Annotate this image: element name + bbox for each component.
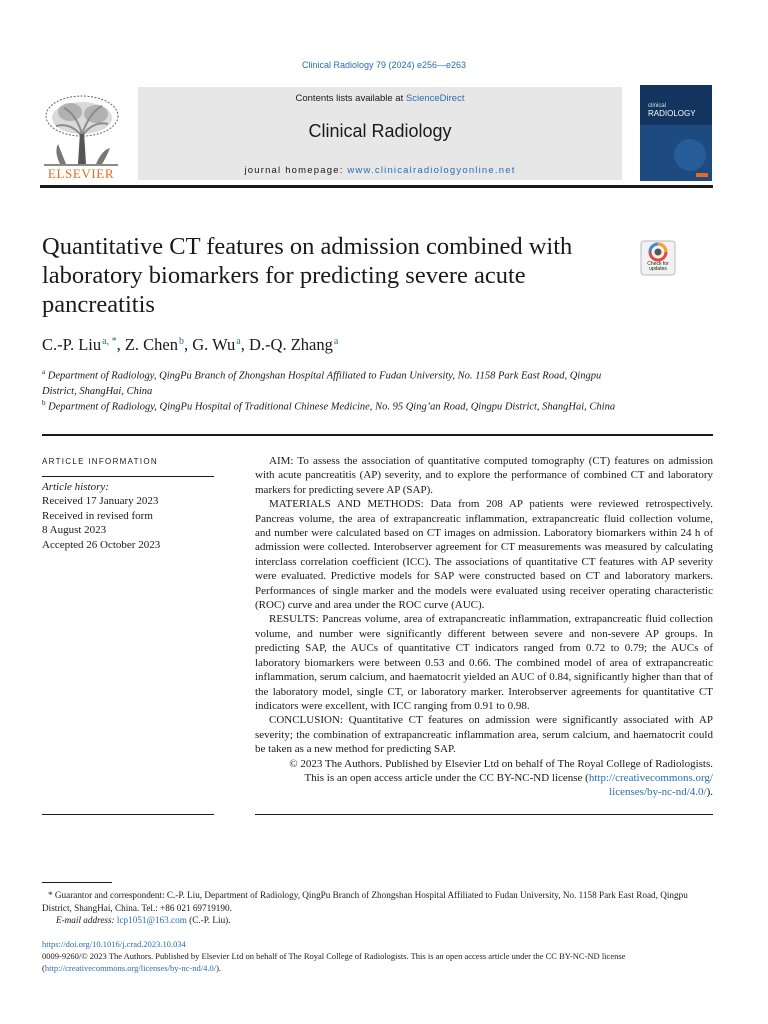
abstract-license — [255, 771, 713, 800]
article-title: Quantitative CT features on admission combined with laboratory biomarkers for predicting severe acute pancreatitis — [42, 233, 573, 318]
author-name[interactable]: , D.-Q. Zhang — [240, 335, 333, 354]
abstract — [255, 454, 713, 800]
check-for-updates-label: Check for updates — [647, 261, 669, 272]
journal-header-box — [138, 87, 622, 180]
article-info-bottom-rule — [42, 814, 214, 815]
affiliation-b — [42, 396, 622, 415]
email-label: E-mail address: — [56, 915, 115, 925]
license-prefix: This is an open access article under the CC BY-NC-ND license ( — [304, 771, 589, 784]
affiliation-mark: a — [42, 368, 46, 376]
abstract-copyright: © 2023 The Authors. Published by Elsevier Ltd on behalf of The Royal College of Radiologists. — [289, 757, 713, 770]
history-entry: Accepted 26 October 2023 — [42, 538, 161, 551]
article-history — [42, 480, 160, 552]
affiliation-mark: b — [42, 399, 46, 407]
journal-name: Clinical Radiology — [308, 121, 452, 141]
history-entry: Received in revised form — [42, 509, 153, 522]
footnote-mark: * — [48, 890, 53, 900]
abstract-rule — [255, 814, 713, 815]
history-entry: 8 August 2023 — [42, 524, 107, 537]
abstract-aim: AIM: To assess the association of quantitative computed tomography (CT) features on admission with acute pancreatitis (AP) severity, and to explore the performance of combined CT and laboratory markers for predicting severe AP (SAP). — [255, 455, 713, 496]
homepage-prefix: journal homepage: — [244, 165, 348, 176]
cover-line-2: RADIOLOGY — [648, 109, 696, 118]
issn-text: 0009-9260/© 2023 The Authors. Published by Elsevier Ltd on behalf of The Royal College of Radiologists. This is an open access article under the CC BY-NC-ND license ( — [42, 950, 626, 973]
author-name[interactable]: , G. Wu — [184, 335, 236, 354]
license-link-continued[interactable]: licenses/by-nc-nd/4.0/ — [609, 786, 707, 799]
journal-homepage-line — [138, 165, 622, 176]
cover-artwork — [640, 125, 712, 181]
publisher-name: ELSEVIER — [47, 166, 115, 181]
correspondence-footnote — [42, 889, 713, 927]
contents-line — [138, 93, 622, 104]
history-label: Article history: — [42, 481, 109, 493]
article-info-heading: ARTICLE INFORMATION — [42, 457, 158, 466]
journal-citation[interactable]: Clinical Radiology 79 (2024) e256—e263 — [301, 60, 467, 70]
footnote-rule — [42, 882, 112, 883]
author-name[interactable]: C.-P. Liu — [42, 335, 102, 354]
affiliation-text: Department of Radiology, QingPu Hospital of Traditional Chinese Medicine, No. 95 Qing’an Road, Qingpu District, ShangHai, China — [48, 401, 616, 413]
article-info-rule — [42, 476, 214, 477]
history-entry: Received 17 January 2023 — [42, 495, 159, 508]
bottom-license-link[interactable]: http://creativecommons.org/licenses/by-nc-nd/4.0/ — [44, 962, 217, 973]
cover-line-1: clinical — [648, 103, 667, 109]
sciencedirect-link[interactable]: ScienceDirect — [405, 93, 465, 104]
email-link[interactable]: lcp1051@163.com — [116, 915, 187, 925]
author-name[interactable]: , Z. Chen — [116, 335, 179, 354]
header-rule — [40, 185, 713, 188]
affiliation-a — [42, 365, 622, 399]
abstract-results: RESULTS: Pancreas volume, area of extrapancreatic inflammation, extrapancreatic fluid collection volume, and number were significantly different between severe and non-severe AP groups. In predicting SAP, the AUCs of quantitative CT indicators ranged from 0.72 to 0.79; the AUCs of laboratory biomarkers were between 0.53 and 0.66. The combined model of area of extrapancreatic inflammation, serum calcium, and haematocrit yielded an AUC of 0.84, significantly higher than that of the laboratory model, single CT, or laboratory marker. Interobserver agreements for quantitative CT indicators were excellent, with ICC ranging from 0.91 to 0.98. — [255, 613, 713, 712]
abstract-conclusion: CONCLUSION: Quantitative CT features on admission were significantly associated with AP severity; the combination of extrapancreatic inflammation area, serum calcium, and haematocrit could be taken as a new method for predicting SAP. — [255, 714, 713, 756]
homepage-link[interactable]: www.clinicalradiologyonline.net — [347, 165, 516, 176]
journal-cover-image[interactable] — [640, 85, 712, 181]
author-affiliation-mark[interactable]: a — [236, 335, 241, 347]
author-list — [42, 335, 338, 355]
contents-prefix: Contents lists available at — [295, 93, 406, 104]
author-affiliation-mark[interactable]: b — [179, 335, 185, 347]
abstract-methods: MATERIALS AND METHODS: Data from 208 AP patients were reviewed retrospectively. Pancreas volume, the area of extrapancreatic inflammation, extrapancreatic fluid collection volume, and number were calculated based on CT images on admission. Laboratory biomarkers within 24 h of admission were collected. Interobserver agreement for CT measurements was measured by calculating interclass correlation coefficient (ICC). The associations of quantitative CT features with AP severity were evaluated. Predictive models for SAP were constructed based on CT and laboratory markers. Performances of single marker and the models were evaluated using receiver operating characteristic (ROC) curve and area under the ROC curve (AUC). — [255, 498, 713, 612]
affiliation-text: Department of Radiology, QingPu Branch of Zhongshan Hospital Affiliated to Fudan University, No. 1158 Park East Road, Qingpu District, ShangHai, China — [42, 370, 602, 397]
doi-link[interactable]: https://doi.org/10.1016/j.crad.2023.10.034 — [42, 939, 186, 949]
license-link[interactable]: http://creativecommons.org/ — [588, 771, 713, 784]
title-rule — [42, 434, 713, 436]
author-affiliation-mark[interactable]: a, * — [102, 335, 117, 347]
bottom-matter — [42, 939, 713, 974]
email-suffix: (C.-P. Liu). — [186, 915, 231, 925]
footnote-text: Guarantor and correspondent: C.-P. Liu, Department of Radiology, QingPu Branch of Zhongshan Hospital Affiliated to Fudan University, No. 1158 Park East Road, Qingpu District, ShangHai, China. Tel.: +86 021 69719190. — [42, 890, 688, 913]
bottom-license-suffix: ). — [216, 962, 222, 973]
license-suffix: ). — [706, 786, 713, 799]
author-affiliation-mark[interactable]: a — [333, 335, 339, 347]
